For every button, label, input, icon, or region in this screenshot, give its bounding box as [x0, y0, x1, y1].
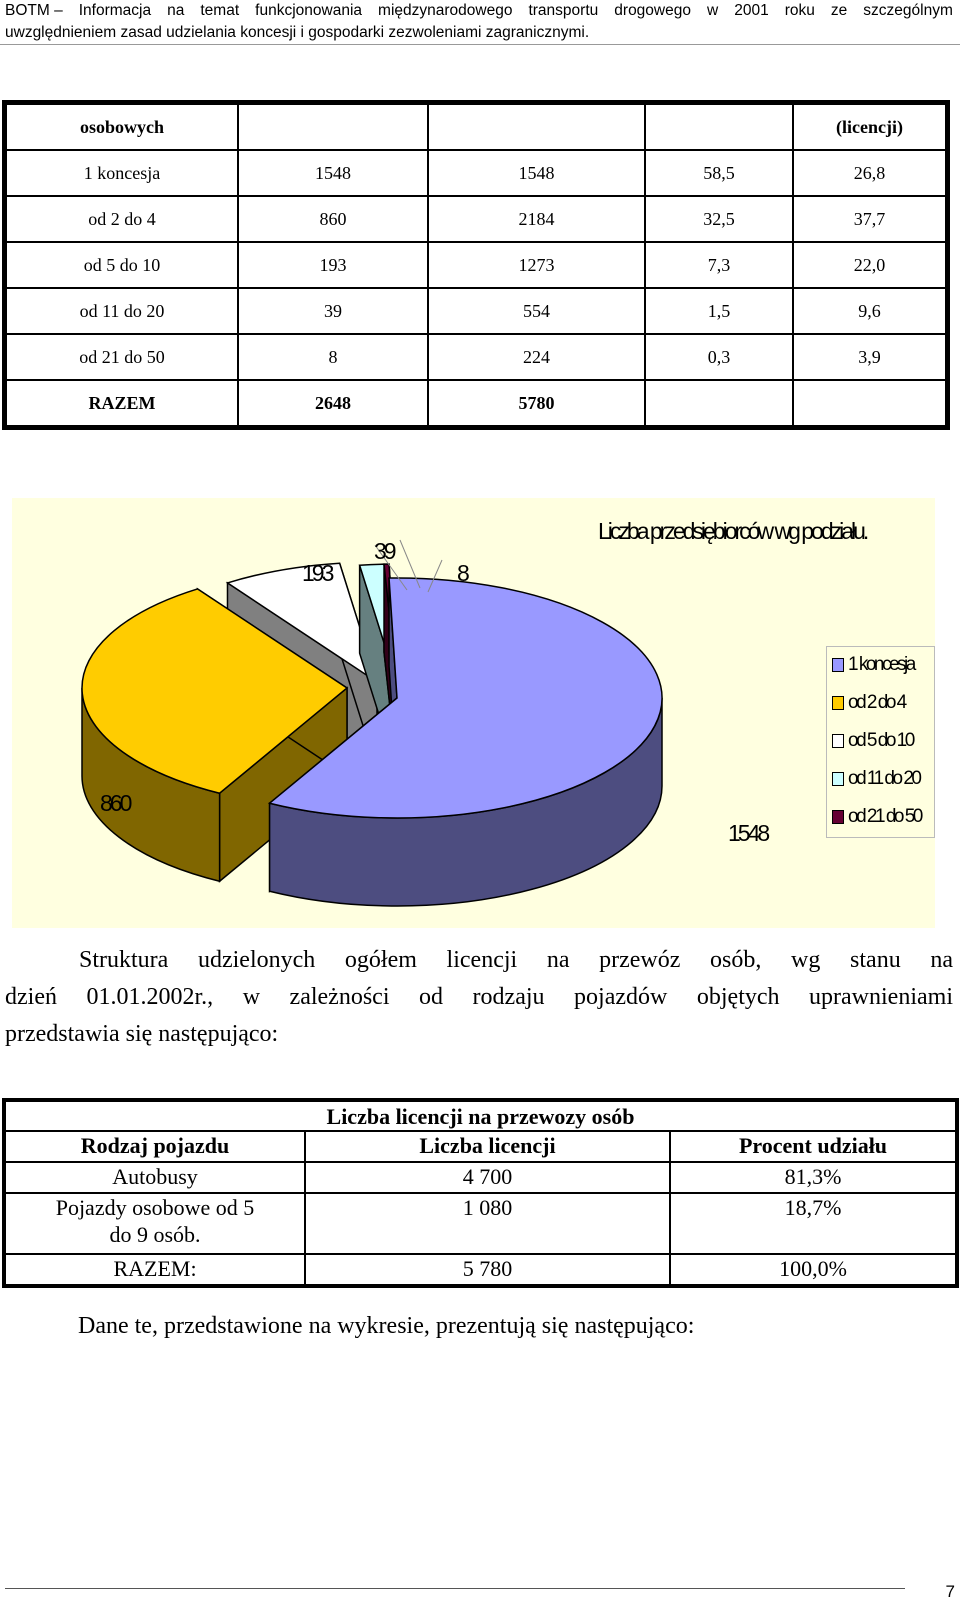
legend-swatch: [832, 734, 844, 748]
legend-item: 1 koncesja: [832, 653, 914, 677]
table-row: osobowych (licencji): [5, 103, 948, 151]
page-number: 7: [945, 1582, 955, 1601]
table-header-row: Rodzaj pojazdu Liczba licencji Procent udziału: [4, 1131, 957, 1162]
footer-rule: [5, 1588, 905, 1589]
legend-swatch: [832, 658, 844, 672]
enterprise-table: [2, 100, 950, 430]
license-table: [2, 1098, 959, 1288]
table-caption-row: Liczba licencji na przewozy osób: [4, 1100, 957, 1131]
header-rule: [0, 44, 960, 45]
legend-swatch: [832, 810, 844, 824]
header-line-1: BOTM – Informacja na temat funkcjonowania międzynarodowego transportu drogowego w 2001 roku ze szczególnym: [5, 0, 953, 22]
chart-title: Liczba przedsiębiorców wg podziału.: [598, 518, 867, 544]
header-tag: BOTM –: [5, 2, 63, 19]
table-row-total: RAZEM: 5 780 100,0%: [4, 1254, 957, 1286]
legend-item: od 21 do 50: [832, 805, 921, 829]
legend-item: od 2 do 4: [832, 691, 905, 715]
pie-chart: [12, 498, 935, 928]
paragraph-outro: Dane te, przedstawione na wykresie, prezentują się następująco:: [78, 1313, 695, 1339]
legend-item: od 11 do 20: [832, 767, 919, 791]
table-row: od 2 do 4 860 2184 32,5 37,7: [5, 196, 948, 242]
paragraph-intro: Struktura udzielonych ogółem licencji na przewóz osób, wg stanu na dzień 01.01.2002r., w zależności od rodzaju pojazdów objętych uprawnieniami przedstawia się następująco:: [5, 947, 953, 1047]
chart-area: [12, 498, 935, 928]
data-label-1548: 1548: [728, 820, 768, 846]
header-line-2: uwzględnieniem zasad udzielania koncesji i gospodarki zezwoleniami zagranicznymi.: [5, 24, 590, 41]
table-row-total: RAZEM 2648 5780: [5, 380, 948, 428]
table-row: Pojazdy osobowe od 5 do 9 osób. 1 080 18,7%: [4, 1193, 957, 1253]
legend-swatch: [832, 696, 844, 710]
table-row: 1 koncesja 1548 1548 58,5 26,8: [5, 150, 948, 196]
data-label-8: 8: [457, 560, 467, 586]
chart-legend: [826, 646, 935, 838]
table-row: od 21 do 50 8 224 0,3 3,9: [5, 334, 948, 380]
table-row: od 11 do 20 39 554 1,5 9,6: [5, 288, 948, 334]
data-label-39: 39: [374, 538, 394, 564]
data-label-860: 860: [100, 790, 130, 816]
table-row: Autobusy 4 700 81,3%: [4, 1162, 957, 1193]
running-header: [5, 0, 953, 44]
data-label-193: 193: [302, 560, 332, 586]
legend-swatch: [832, 772, 844, 786]
legend-item: od 5 do 10: [832, 729, 913, 753]
table-row: od 5 do 10 193 1273 7,3 22,0: [5, 242, 948, 288]
